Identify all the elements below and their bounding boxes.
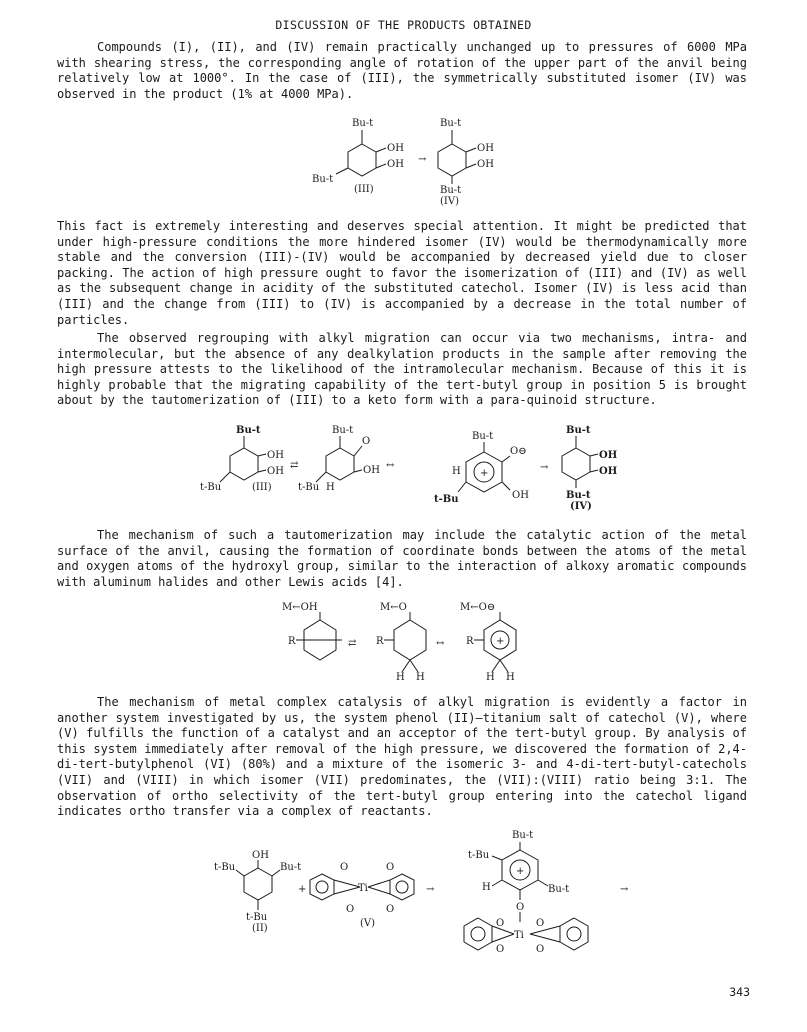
t-bu-label: t-Bu bbox=[468, 850, 490, 861]
compound-label-IV: (IV) bbox=[440, 196, 459, 207]
reaction-arrow: → bbox=[426, 884, 435, 895]
oh-label: OH bbox=[477, 159, 494, 170]
oh-label: OH bbox=[512, 490, 529, 501]
compound-label-III: (III) bbox=[252, 482, 272, 493]
positive-charge-label: + bbox=[496, 636, 505, 647]
structure-titanium-adduct bbox=[464, 830, 588, 955]
compound-label-II: (II) bbox=[252, 923, 268, 934]
t-bu-label: t-Bu bbox=[200, 482, 222, 493]
oh-label: OH bbox=[252, 850, 269, 861]
r-group-label: R bbox=[288, 636, 296, 647]
oh-label: OH bbox=[599, 466, 618, 477]
compound-label-IV: (IV) bbox=[570, 501, 592, 512]
oxygen-label: O bbox=[386, 862, 395, 873]
structure-coordinated-cation bbox=[460, 602, 516, 682]
reaction-arrow: → bbox=[620, 884, 629, 895]
oxygen-label: O bbox=[536, 944, 545, 955]
hydrogen-label: H bbox=[452, 466, 461, 477]
keto-oxygen-label: O bbox=[362, 436, 371, 447]
resonance-arrow: ↔ bbox=[386, 460, 395, 471]
bu-t-label: Bu-t bbox=[472, 431, 494, 442]
oxygen-label: O bbox=[516, 902, 525, 913]
reaction-arrow: → bbox=[540, 462, 549, 473]
oxygen-label: O bbox=[340, 862, 349, 873]
structure-IV bbox=[562, 425, 617, 512]
scheme-tautomerization bbox=[190, 422, 630, 514]
page-number: 343 bbox=[729, 985, 750, 999]
bu-t-label: Bu-t bbox=[332, 425, 354, 436]
positive-charge-label: + bbox=[516, 866, 525, 877]
r-group-label: R bbox=[466, 636, 474, 647]
bu-t-label: Bu-t bbox=[566, 425, 591, 436]
r-group-label: R bbox=[376, 636, 384, 647]
structure-cation-intermediate bbox=[434, 431, 529, 505]
oh-label: OH bbox=[477, 143, 494, 154]
oh-label: OH bbox=[387, 143, 404, 154]
scheme-metal-coordination bbox=[280, 598, 540, 682]
paragraph-1: Compounds (I), (II), and (IV) remain practically unchanged up to pressures of 6000 MPa with shearing stress, the corresponding angle of rotation of the upper part of the anvil being relatively low at 1000°. In the case of (III), the symmetrically substituted isomer (IV) was observed in the product (1% at 4000 MPa). bbox=[57, 40, 747, 101]
paragraph-5: The mechanism of metal complex catalysis of alkyl migration is evidently a factor in another system investigated by us, the system phenol (II)—titanium salt of catechol (V), where (V) fulfills the function of a catalyst and an acceptor of the tert-butyl group. By analysis of this system immediately after removal of the high pressure, we discovered the formation of 2,4-di-tert-butylphenol (VI) (80%) and a mixture of the isomeric 3- and 4-di-tert-butyl-catechols (VII) and (VIII) in which isomer (VII) predominates, the (VII):(VIII) ratio being 3:1. The observation of ortho selectivity of the tert-butyl group entering into the catechol ligand indicates ortho transfer via a complex of reactants. bbox=[57, 695, 747, 819]
structure-II bbox=[214, 850, 301, 934]
hydrogen-label: H bbox=[482, 882, 491, 893]
oxygen-label: O bbox=[386, 904, 395, 915]
metal-oxide-label: M←O⊖ bbox=[460, 602, 496, 613]
metal-hydroxyl-label: M←OH bbox=[282, 602, 318, 613]
structure-III bbox=[200, 425, 284, 493]
bu-t-label: Bu-t bbox=[280, 862, 302, 873]
structure-keto-tautomer bbox=[298, 425, 380, 493]
oxygen-label: O bbox=[536, 918, 545, 929]
scheme-isomerization bbox=[300, 112, 510, 212]
t-bu-label: t-Bu bbox=[434, 494, 459, 505]
positive-charge-label: + bbox=[480, 468, 489, 479]
paragraph-4: The mechanism of such a tautomerization may include the catalytic action of the metal surface of the anvil, causing the formation of coordinate bonds between the atoms of the metal and oxygen atoms of the hydroxyl group, similar to the interaction of alkoxy aromatic compounds with aluminum halides and other Lewis acids [4]. bbox=[57, 528, 747, 589]
oxygen-label: O bbox=[346, 904, 355, 915]
hydrogen-label: H bbox=[506, 672, 515, 682]
t-bu-label: t-Bu bbox=[214, 862, 236, 873]
structure-coordinated-keto bbox=[376, 602, 426, 682]
hydrogen-label: H bbox=[396, 672, 405, 682]
compound-label-V: (V) bbox=[360, 918, 376, 929]
t-bu-label: t-Bu bbox=[298, 482, 320, 493]
hydrogen-label: H bbox=[416, 672, 425, 682]
metal-oxygen-label: M←O bbox=[380, 602, 407, 613]
structure-coordinated-phenol bbox=[282, 602, 342, 660]
bu-t-label: Bu-t bbox=[440, 118, 462, 129]
structure-III bbox=[312, 118, 404, 195]
plus-sign: + bbox=[298, 884, 307, 895]
hydrogen-label: H bbox=[326, 482, 335, 493]
scheme-titanium-complex bbox=[200, 830, 640, 960]
bu-t-label: Bu-t bbox=[548, 884, 570, 895]
equilibrium-arrow: ⇄ bbox=[290, 460, 299, 471]
paragraph-2: This fact is extremely interesting and deserves special attention. It might be predicted that under high-pressure conditions the more hindered isomer (IV) would be thermodynamically more stable and the conversion (III)-(IV) would be accompanied by decreased yield due to closer packing. The action of high pressure ought to favor the isomerization of (III) and (IV) as well as the subsequent change in acidity of the substituted catechol. Isomer (IV) is less acid than (III) and the change from (III) to (IV) is accompanied by a decrease in the total number of particles. bbox=[57, 219, 747, 327]
section-heading: DISCUSSION OF THE PRODUCTS OBTAINED bbox=[275, 18, 532, 32]
bu-t-label: Bu-t bbox=[352, 118, 374, 129]
bu-t-label: Bu-t bbox=[512, 830, 534, 841]
structure-V bbox=[310, 862, 414, 929]
compound-label-III: (III) bbox=[354, 184, 374, 195]
structure-IV bbox=[438, 118, 494, 207]
paragraph-3: The observed regrouping with alkyl migration can occur via two mechanisms, intra- and intermolecular, but the absence of any dealkylation products in the sample after removing the high pressure attests to the likelihood of the intramolecular mechanism. Because of this it is highly probable that the migrating capability of the tert-butyl group in position 5 is brought about by the tautomerization of (III) to a keto form with a para-quinoid structure. bbox=[57, 331, 747, 408]
oh-label: OH bbox=[363, 465, 380, 476]
oh-label: OH bbox=[267, 466, 284, 477]
oxygen-label: O bbox=[496, 918, 505, 929]
bu-t-label: Bu-t bbox=[440, 185, 462, 196]
titanium-label: Ti bbox=[514, 930, 524, 941]
hydrogen-label: H bbox=[486, 672, 495, 682]
bu-t-label: Bu-t bbox=[312, 174, 334, 185]
phenoxide-oxygen-label: O⊖ bbox=[510, 446, 527, 457]
equilibrium-arrow: ⇄ bbox=[348, 638, 357, 649]
bu-t-label: Bu-t bbox=[566, 490, 591, 501]
oxygen-label: O bbox=[496, 944, 505, 955]
oh-label: OH bbox=[387, 159, 404, 170]
bu-t-label: Bu-t bbox=[236, 425, 261, 436]
reaction-arrow: → bbox=[418, 154, 427, 165]
oh-label: OH bbox=[599, 450, 618, 461]
oh-label: OH bbox=[267, 450, 284, 461]
t-bu-label: t-Bu bbox=[246, 912, 268, 923]
titanium-label: Ti bbox=[358, 883, 368, 894]
resonance-arrow: ↔ bbox=[436, 638, 445, 649]
